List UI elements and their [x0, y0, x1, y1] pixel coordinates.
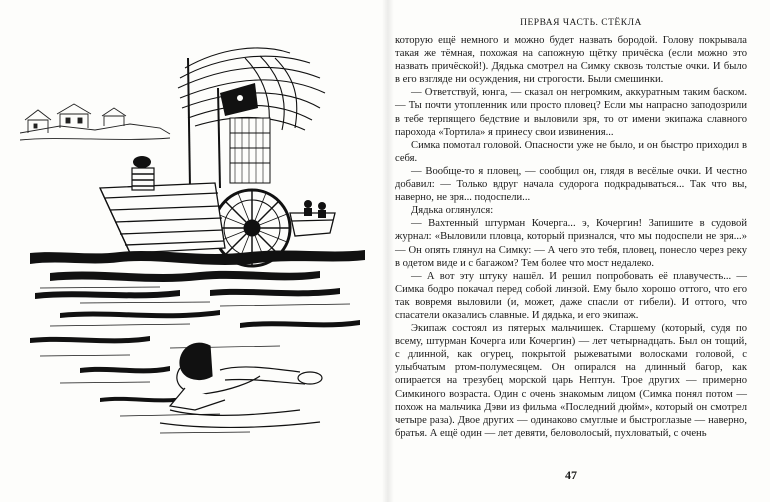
body-text: [395, 34, 747, 440]
paragraph: Симка помотал головой. Опасности уже не было, и он быстро приходил в себя.: [395, 139, 747, 164]
shore-houses: [20, 104, 170, 140]
boat: [100, 183, 335, 253]
paragraph: — А вот эту штуку нашёл. И решил попробовать её плавучесть... — Симка бодро покачал перед собой линзой. Ему было хорошо оттого, что его так вовремя выловили (и, может, даже спасли от гибели). И оттого, что спасатели оказались славные. И дядька, и его экипаж.: [395, 270, 747, 321]
ink-illustration: [20, 38, 370, 448]
paragraph: Экипаж состоял из пятерых мальчишек. Старшему (который, судя по всему, штурман Кочерга или Кочергин) — лет четырнадцать. Был он тощий, с длинной, как огурец, покрытой рыжеватыми волосками головой, с улыбчатым ртом-полумесяцем. Он опирался на длинный багор, как опирается на трезубец морской царь Нептун. Трое других — примерно Симкиного возраста. Один с очень знакомым лицом (Симка понял потом — похож на мальчика Дэви из фильма «Последний дюйм», который он смотрел четыре раза). Двое других — одинаково смуглые и быстроглазые — наверно, братья. А ещё один — лет девяти, беловолосый, пухловатый, с очень: [395, 323, 747, 439]
paragraph: Дядька оглянулся:: [411, 205, 494, 217]
running-head: ПЕРВАЯ ЧАСТЬ. СТЁКЛА: [520, 18, 642, 28]
paragraph: — Вообще-то я пловец, — сообщил он, глядя в весёлые очки. И честно добавил: — Только вдруг начала судорога подкрадываться... Так что вы, наверно, не зря... подоспели...: [395, 165, 747, 204]
paragraph: — Вахтенный штурман Кочерга... э, Кочергин! Запишите в судовой журнал: «Выловили пловца, который признался, что мы подоспели не зря...» — Он опять глянул на Симку: — А чего это тебя, пловец, понесло через реку в одетом виде и с багажом? Тем более что мост недалеко.: [395, 218, 747, 269]
paragraph: — Ответствуй, юнга, — сказал он негромким, аккуратным таким баском. — Ты почти утопленник или просто пловец? Если мы напрасно заподозрили в тебе терпящего бедствие и выловили зря, то от имени экипажа славного парохода «Тортила» я принесу свои извинения...: [395, 87, 747, 138]
page-number: 47: [565, 468, 577, 482]
captain-figure: [132, 156, 154, 190]
paragraph: которую ещё немного и можно будет назвать бородой. Голову покрывала такая же тёмная, похожая на сапожную щётку причёска (если можно это назвать причёской!). Дядька смотрел на Симку сквозь толстые очки. И было в его взгляде ни осуждения, ни строгости. Были смешинки.: [395, 35, 747, 86]
flag-skull: [237, 95, 243, 101]
funnel: [230, 118, 270, 183]
right-page: [395, 0, 770, 502]
